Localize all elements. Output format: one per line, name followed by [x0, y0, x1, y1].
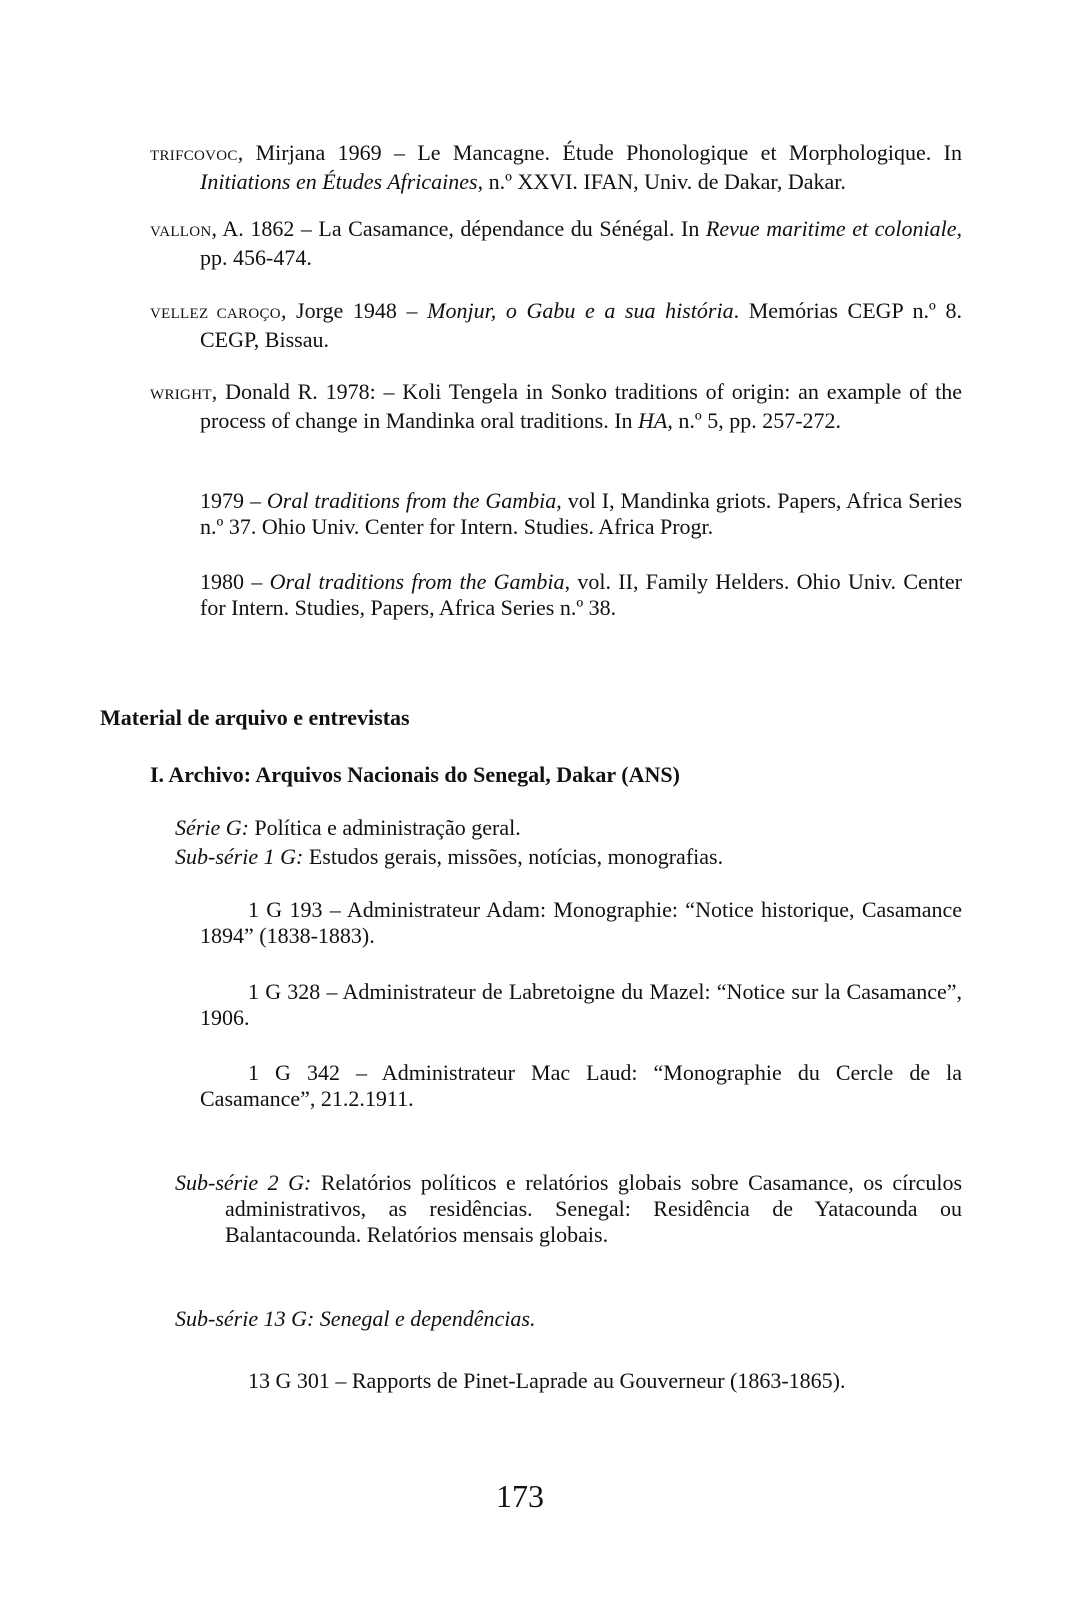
- ref-text: , Donald R. 1978: – Koli Tengela in Sonko traditions of origin: an example of the process of change in Mandinka oral traditions. In: [200, 379, 962, 433]
- subserie-text: Relatórios políticos e relatórios globais sobre Casamance, os círculos administrativos, as residências. Senegal: Residência de Yatacounda ou Balantacounda. Relatórios mensais globais.: [225, 1170, 963, 1247]
- ref-text: , vol I, Mandinka griots. Papers, Africa Series n.º 37. Ohio Univ. Center for Intern. Studies. Africa Progr.: [200, 488, 963, 539]
- ref-text: , vol. II, Family Helders. Ohio Univ. Center for Intern. Studies, Papers, Africa Series n.º 38.: [200, 569, 963, 620]
- archive-heading: I. Archivo: Arquivos Nacionais do Senegal, Dakar (ANS): [150, 762, 680, 787]
- ref-text: 1980 –: [200, 569, 270, 594]
- serie-text: Política e administração geral.: [248, 815, 521, 840]
- section-heading: Material de arquivo e entrevistas: [100, 705, 410, 730]
- ref-text: , pp. 456-474.: [200, 216, 962, 270]
- serie-g: [175, 815, 962, 841]
- document-entry: 1 G 193 – Administrateur Adam: Monographie: “Notice historique, Casamance 1894” (1838-1883).: [200, 897, 962, 948]
- author: WRIGHT: [150, 387, 212, 403]
- ref-text: , Mirjana 1969 – Le Mancagne. Étude Phonologique et Morphologique. In: [237, 140, 962, 165]
- document-entry: 1 G 328 – Administrateur de Labretoigne du Mazel: “Notice sur la Casamance”, 1906.: [200, 979, 962, 1030]
- ref-text: , Jorge 1948 –: [280, 298, 428, 323]
- author: VALLON: [150, 224, 212, 240]
- ref-text: , n.º XXVI. IFAN, Univ. de Dakar, Dakar.: [477, 169, 846, 194]
- ref-text: 1979 –: [200, 488, 267, 513]
- reference-wright-1979: [200, 488, 962, 540]
- ref-title: Revue maritime et coloniale: [705, 216, 957, 241]
- document-entry: 13 G 301 – Rapports de Pinet-Laprade au Gouverneur (1863-1865).: [248, 1368, 846, 1393]
- reference-wright-1978: [150, 379, 962, 434]
- ref-text: , n.º 5, pp. 257-272.: [667, 408, 842, 433]
- reference-vallon: [150, 216, 962, 271]
- document-entry: 1 G 342 – Administrateur Mac Laud: “Monographie du Cercle de la Casamance”, 21.2.1911.: [200, 1060, 962, 1111]
- subserie-label: Sub-série 13 G: Senegal e dependências.: [175, 1306, 536, 1331]
- ref-title: HA: [638, 408, 668, 433]
- author: TRIFCOVOC: [150, 148, 238, 164]
- ref-text: . Memórias CEGP n.º 8. CEGP, Bissau.: [200, 298, 962, 352]
- ref-title: Oral traditions from the Gambia: [266, 488, 557, 513]
- ref-title: Oral traditions from the Gambia: [269, 569, 565, 594]
- subserie-2g: [175, 1170, 962, 1248]
- reference-wright-1980: [200, 569, 962, 621]
- subserie-text: Estudos gerais, missões, notícias, monografias.: [303, 844, 724, 869]
- subserie-label: Sub-série 2 G:: [175, 1170, 312, 1195]
- serie-label: Série G:: [175, 815, 249, 840]
- subserie-label: Sub-série 1 G:: [175, 844, 304, 869]
- ref-title: Initiations en Études Africaines: [200, 169, 478, 194]
- reference-vellez-caroco: [150, 298, 962, 353]
- ref-title: Monjur, o Gabu e a sua história: [427, 298, 734, 323]
- page-number: 173: [496, 1478, 544, 1514]
- author: VELLEZ CAROÇO: [150, 306, 281, 322]
- ref-text: , A. 1862 – La Casamance, dépendance du Sénégal. In: [211, 216, 706, 241]
- reference-trifcovoc: [150, 140, 962, 195]
- subserie-13g: [175, 1306, 962, 1332]
- subserie-1g: [175, 844, 962, 870]
